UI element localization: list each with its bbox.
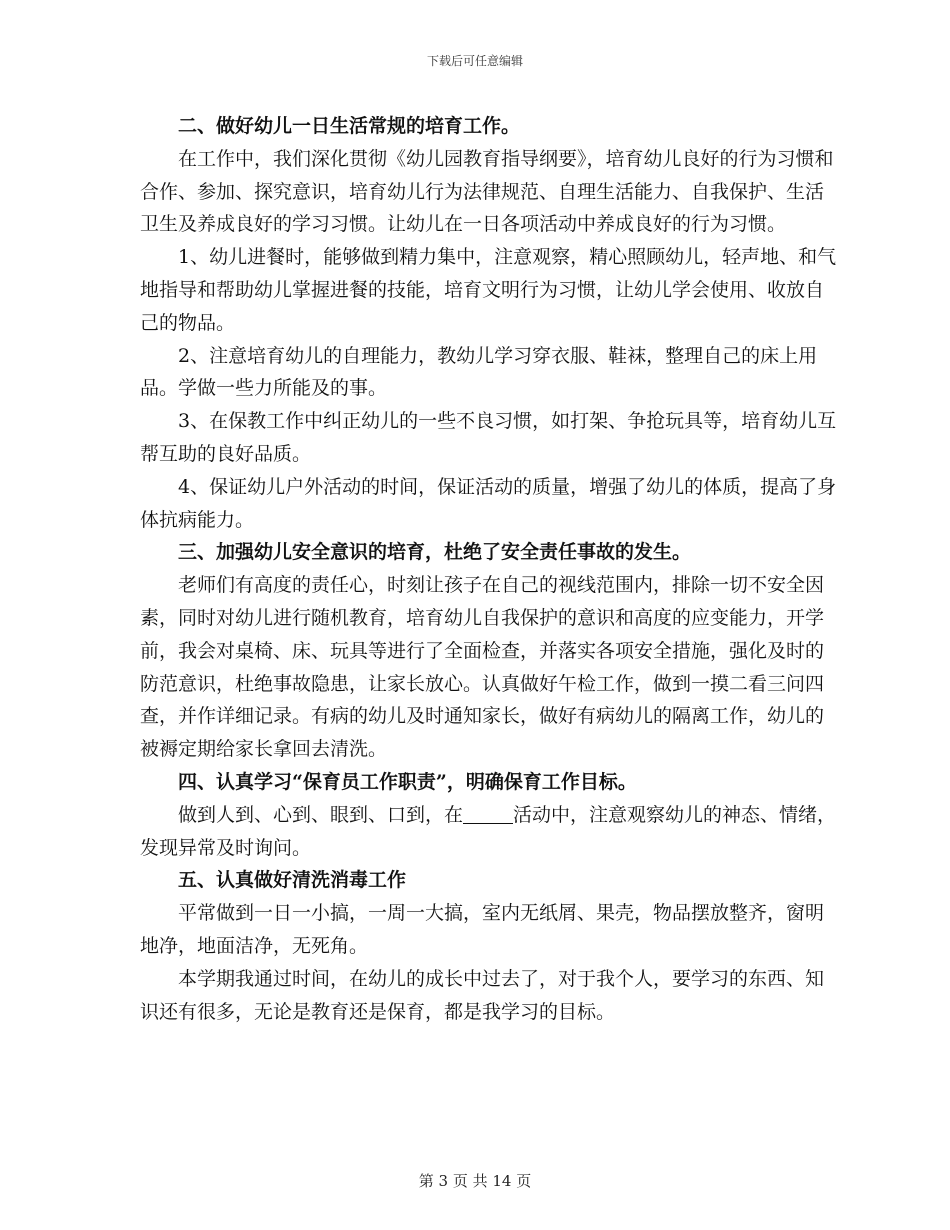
section-2-paragraph-3: 2、注意培育幼儿的自理能力，教幼儿学习穿衣服、鞋袜，整理自己的床上用品。学做一些力所能及的事。: [140, 344, 818, 400]
page-footer-number: 第 3 页 共 14 页: [418, 1172, 532, 1190]
section-title-3: 三、加强幼儿安全意识的培育，杜绝了安全责任事故的发生。: [178, 541, 692, 564]
section-4-text-after-blank: 活动中，注意观察幼儿的神态、情绪，发现异常及时询问。: [140, 803, 837, 859]
section-4-text-before-blank: 做到人到、心到、眼到、口到，在: [178, 803, 464, 826]
section-5-paragraph-1: 平常做到一日一小搞，一周一大搞，室内无纸屑、果壳，物品摆放整齐，窗明地净，地面洁净，无死角。: [140, 902, 825, 957]
page-header-note: 下载后可任意编辑: [426, 54, 523, 68]
section-title-4: 四、认真学习“保育员工作职责”，明确保育工作目标。: [178, 770, 637, 793]
section-2-paragraph-4: 3、在保教工作中纠正幼儿的一些不良习惯，如打架、争抢玩具等，培育幼儿互帮互助的良好品质。: [140, 410, 837, 465]
section-2-paragraph-2: 1、幼儿进餐时，能够做到精力集中，注意观察，精心照顾幼儿，轻声地、和气地指导和帮助幼儿掌握进餐的技能，培育文明行为习惯，让幼儿学会使用、收放自己的物品。: [140, 246, 837, 334]
section-4-paragraph-1: [140, 799, 840, 865]
fill-in-blank-line: [463, 805, 513, 824]
section-title-5: 五、认真做好清洗消毒工作: [178, 869, 407, 892]
section-5-paragraph-2: 本学期我通过时间，在幼儿的成长中过去了，对于我个人，要学习的东西、知识还有很多，无论是教育还是保育，都是我学习的目标。: [140, 967, 825, 1023]
document-body: [140, 110, 840, 1028]
section-title-2: 二、做好幼儿一日生活常规的培育工作。: [178, 115, 521, 137]
section-2-paragraph-1: 在工作中，我们深化贯彻《幼儿园教育指导纲要》，培育幼儿良好的行为习惯和合作、参加、探究意识，培育幼儿行为法律规范、自理生活能力、自我保护、生活卫生及养成良好的学习习惯。让幼儿在一日各项活动中养成良好的行为习惯。: [140, 147, 834, 236]
section-2-paragraph-5: 4、保证幼儿户外活动的时间，保证活动的质量，增强了幼儿的体质，提高了身体抗病能力。: [140, 475, 837, 531]
section-3-paragraph-1: 老师们有高度的责任心，时刻让孩子在自己的视线范围内，排除一切不安全因素，同时对幼儿进行随机教育，培育幼儿自我保护的意识和高度的应变能力，开学前，我会对桌椅、床、玩具等进行了全面检查，并落实各项安全措施，强化及时的防范意识，杜绝事故隐患，让家长放心。认真做好午检工作，做到一摸二看三问四查，并作详细记录。有病的幼儿及时通知家长，做好有病幼儿的隔离工作，幼儿的被褥定期给家长拿回去清洗。: [140, 574, 825, 761]
